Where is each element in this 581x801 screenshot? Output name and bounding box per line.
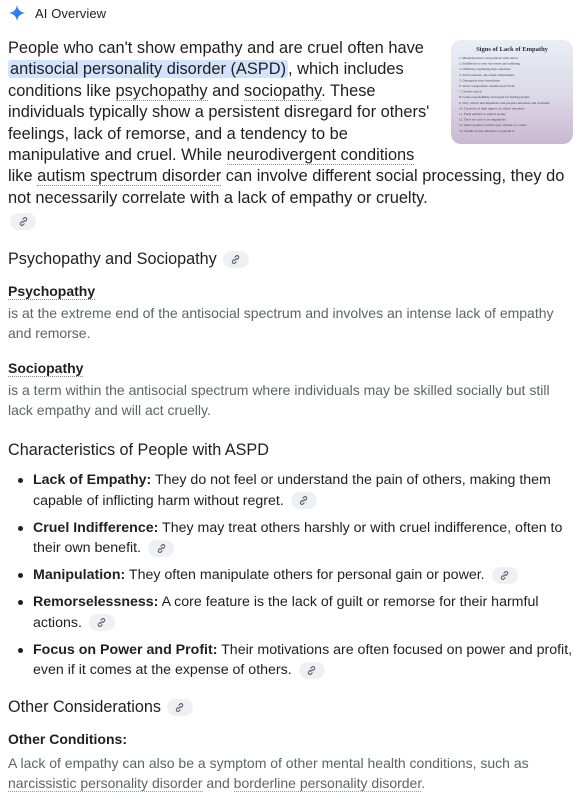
other-conditions-description [8,753,573,793]
source-link-chip[interactable] [148,540,174,557]
thumbnail-line: 8. Lacks responsibility and regret for hurting people [459,95,530,100]
thumbnail-line: 13. Other people's world is just a threat to a cause [459,123,527,128]
section-heading-characteristics [8,441,269,460]
bullet-text: They do not feel or understand the pain of others, making them capable of inflicting harm without regret. [33,472,551,509]
list-item [8,565,573,586]
psychopathy-link[interactable]: psychopathy [115,81,208,100]
thumbnail-line: 4. Self-Centered, one-sided relationships [459,72,515,77]
highlighted-aspd: antisocial personality disorder (ASPD) [10,60,287,79]
thumbnail-line: 14. Unable to feel emotions or pretend to [459,128,515,133]
source-link-chip[interactable] [492,567,518,584]
thumbnail-title: Signs of Lack of Empathy [476,46,548,53]
list-item [8,640,573,681]
link-icon [499,570,510,581]
sociopathy-description: is a term within the antisocial spectrum where individuals may be skilled socially but still lack empathy and will act cruelly. [8,382,550,418]
bullet-text: They may treat others harshly or with cruel indifference, often to their own benefit. [33,519,563,556]
thumbnail-line: 1. Misunderstand conversations with others [459,56,519,60]
signs-thumbnail[interactable] [451,40,573,144]
intro-text-2: , which includes conditions like [8,60,404,100]
link-icon [298,495,309,506]
source-link-chip[interactable] [167,699,193,716]
bpd-link[interactable]: borderline personality disorder [233,775,422,791]
bullet-label: Remorselessness: [33,594,159,610]
source-link-chip[interactable] [89,614,115,631]
intro-text-1: People who can't show empathy and are cruel often have [8,39,424,57]
characteristics-list [8,470,573,687]
source-link-chip[interactable] [10,213,36,230]
bullet-label: Lack of Empathy: [33,472,152,488]
bullet-text: Their motivations are often focused on power and profit, even if it comes at the expense of others. [33,641,573,678]
intro-text-4: . These individuals typically show a persistent disregard for others' feelings, lack of remorse, and a tendency to be manipulative and cruel. While [8,81,430,165]
thumbnail-image [451,40,573,144]
autism-link[interactable]: autism spectrum disorder [37,167,222,186]
source-link-chip[interactable] [299,662,325,679]
other-text-1: A lack of empathy can also be a symptom of other mental health conditions, such as [8,755,529,771]
bullet-text: They often manipulate others for personal gain or power. [125,567,485,583]
intro-text-3: and [207,81,245,100]
other-conditions-label: Other Conditions: [8,731,127,747]
bullet-text: A core feature is the lack of guilt or remorse for their harmful actions. [33,594,539,631]
thumbnail-line: 5. Disregards your boundaries [459,78,500,83]
sociopathy-term[interactable]: Sociopathy [8,360,84,376]
bullet-label: Manipulation: [33,567,126,583]
thumbnail-line: 6. Won't compromise, dismiss need from [459,84,515,88]
psychopathy-description: is at the extreme end of the antisocial spectrum and involves an intense lack of empathy and remorse. [8,305,554,341]
psychopathy-term[interactable]: Psychopathy [8,283,96,299]
sociopathy-link[interactable]: sociopathy [244,81,322,100]
neurodivergent-link[interactable]: neurodivergent conditions [226,146,415,165]
thumbnail-line: 3. Difficulty regulating their emotions [459,67,511,72]
link-icon [18,216,29,227]
section-heading-other [8,698,193,717]
source-link-chip[interactable] [291,492,317,509]
link-icon [306,665,317,676]
section-heading-psychopathy [8,250,249,269]
list-item [8,592,573,633]
intro-text-6: can involve different social processing, they do not necessarily correlate with a lack of empathy or cruelty. [8,167,565,207]
intro-block [8,38,573,231]
intro-text-5: like [8,167,38,186]
thumbnail-line: 2. Indifferent to your successes and suffering [459,61,520,66]
link-icon [230,254,241,265]
npd-link[interactable]: narcissistic personality disorder [8,775,203,791]
ai-overview-title: AI Overview [35,5,107,21]
list-item [8,470,573,511]
source-link-chip[interactable] [223,251,249,268]
thumbnail-line: 12. Does not care to be empathetic [459,117,506,122]
section-heading-text: Psychopathy and Sociopathy [8,250,217,268]
other-text-3: . [421,775,426,791]
thumbnail-line: 11. Feels entitled to exploit people [459,112,506,116]
bullet-label: Focus on Power and Profit: [33,641,218,658]
sparkle-icon [8,4,26,22]
section-heading-text: Other Considerations [8,698,161,716]
section-heading-text: Characteristics of People with ASPD [8,441,269,459]
bullet-label: Cruel Indifference: [33,519,159,536]
ai-overview-header [8,3,106,23]
link-icon [96,617,107,628]
link-icon [174,702,185,713]
thumbnail-line: 10. Unaware of their impact on others' emotions [459,106,525,111]
thumbnail-line: 7. Overly critical [459,89,483,94]
link-icon [156,543,167,554]
list-item [8,518,573,559]
thumbnail-line: 9. Very critical and impatient with people's emotions and problems [459,100,550,105]
other-text-2: and [202,775,234,791]
